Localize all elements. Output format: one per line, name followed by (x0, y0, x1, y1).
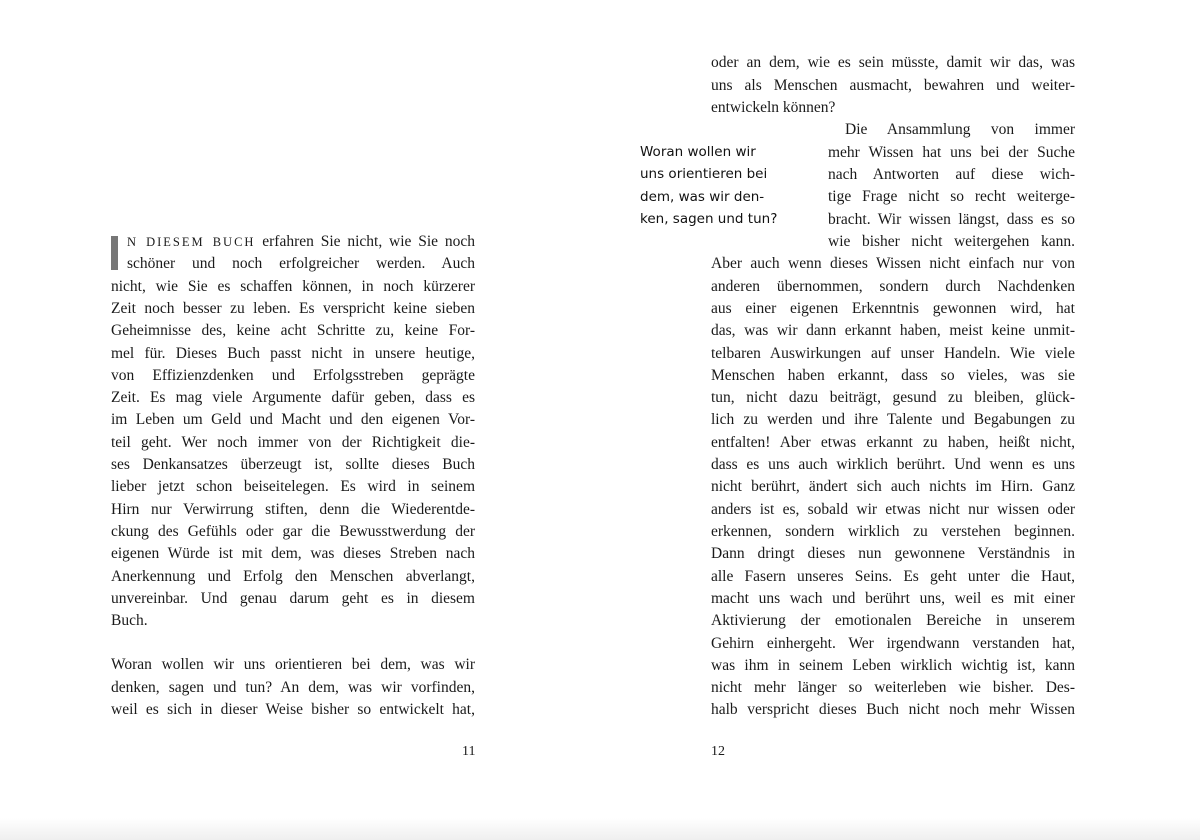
right-text-line: anders ist es, sobald wir etwas nicht nur wissen oder (711, 501, 1075, 518)
right-text-line: Menschen haben erkannt, dass so vieles, was sie (711, 367, 1075, 384)
left-text-line: denken, sagen und tun? An dem, was wir vorfinden, (111, 679, 475, 696)
right-text-line: entwickeln können? (711, 99, 836, 116)
right-text-line: oder an dem, wie es sein müsste, damit wir das, was (711, 54, 1075, 71)
right-text-line: halb verspricht dieses Buch nicht noch mehr Wissen (711, 701, 1075, 718)
margin-note-line: uns orientieren bei (640, 166, 768, 183)
right-narrow-line: bracht. Wir wissen längst, dass es so (828, 211, 1075, 228)
right-text-line: dass es uns auch wirklich berührt. Und wenn es uns (711, 456, 1075, 473)
left-text-line: nicht, wie Sie es schaffen können, in noch kürzerer (111, 278, 475, 295)
left-text-line: Woran wollen wir uns orientieren bei dem, was wir (111, 656, 475, 673)
right-text-line: telbaren Auswirkungen auf unser Handeln. Wie viele (711, 345, 1075, 362)
left-text-line: unvereinbar. Und genau darum geht es in diesem (111, 590, 475, 607)
right-text-line: uns als Menschen ausmacht, bewahren und weiter- (711, 77, 1075, 94)
right-narrow-line: wie bisher nicht weitergehen kann. (828, 233, 1075, 250)
left-text-line: Buch. (111, 612, 148, 629)
opening-line-rest: erfahren Sie nicht, wie Sie noch (262, 233, 475, 250)
right-text-line: Dann dringt dieses nun gewonnene Verständnis in (711, 545, 1075, 562)
right-text-line: erkennen, sondern wirklich zu verstehen beginnen. (711, 523, 1075, 540)
left-text-line: ckung des Gefühls oder gar die Bewusstwerdung der (111, 523, 475, 540)
right-text-line: anderen übernommen, sondern durch Nachdenken (711, 278, 1075, 295)
left-text-line: weil es sich in dieser Weise bisher so entwickelt hat, (111, 701, 475, 718)
left-text-line: Anerkennung und Erfolg den Menschen abverlangt, (111, 568, 475, 585)
right-text-line: lich zu werden und ihre Talente und Begabungen zu (711, 411, 1075, 428)
right-narrow-line: Die Ansammlung von immer (845, 121, 1075, 138)
margin-note-line: dem, was wir den- (640, 188, 765, 205)
left-text-line: Hirn nur Verwirrung stiften, denn die Wiederentde- (111, 501, 475, 518)
margin-note-line: Woran wollen wir (640, 144, 756, 160)
right-text-line: Gehirn einhergeht. Wer irgendwann verstanden hat, (711, 635, 1075, 652)
right-text-line: was ihm in seinem Leben wirklich wichtig ist, kann (711, 657, 1075, 674)
left-text-line: mel für. Dieses Buch passt nicht in unsere heutige, (111, 345, 475, 362)
margin-note (640, 141, 800, 230)
right-text-line: nicht mehr länger so weiterleben wie bisher. Des- (711, 679, 1075, 696)
left-text-line: im Leben um Geld und Macht und den eigenen Vor- (111, 411, 475, 428)
initial-bar (111, 236, 118, 270)
right-text-line: aus einer eigenen Erkenntnis gewonnen wird, hat (711, 300, 1075, 317)
right-text-line: alle Fasern unseres Seins. Es geht unter die Haut, (711, 568, 1075, 585)
left-text-line: Zeit noch besser zu leben. Es verspricht keine sieben (111, 300, 475, 317)
opening-line (127, 231, 475, 253)
bottom-shadow (0, 818, 1200, 840)
left-text-line: teil geht. Wer noch immer von der Richtigkeit die- (111, 434, 475, 451)
right-text-line: Aber auch wenn dieses Wissen nicht einfach nur von (711, 255, 1075, 272)
left-text-line: Geheimnisse des, keine acht Schritte zu, keine For- (111, 322, 475, 339)
right-text-line: das, was wir dann erkannt haben, meist keine unmit- (711, 322, 1075, 339)
left-text-line: von Effizienzdenken und Erfolgsstreben geprägte (111, 367, 475, 384)
margin-note-line: ken, sagen und tun? (640, 210, 778, 227)
right-text-line: entfalten! Aber etwas erkannt zu haben, heißt nicht, (711, 434, 1075, 451)
right-narrow-line: mehr Wissen hat uns bei der Suche (828, 144, 1075, 161)
right-text-line: Aktivierung der emotionalen Bereiche in unserem (711, 612, 1075, 629)
right-narrow-line: tige Frage nicht so recht weiterge- (828, 188, 1075, 205)
left-text-line: eigenen Würde ist mit dem, was dieses Streben nach (111, 545, 475, 562)
left-text-line: schöner und noch erfolgreicher werden. Auch (127, 255, 475, 272)
right-text-line: tun, nicht dazu beiträgt, gesund zu bleiben, glück- (711, 389, 1075, 406)
left-text-line: ses Denkansatzes überzeugt ist, sollte dieses Buch (111, 456, 475, 473)
right-narrow-line: nach Antworten auf diese wich- (828, 166, 1075, 183)
page-number-right: 12 (711, 744, 725, 759)
lead-in-smallcaps: N DIESEM BUCH (127, 235, 256, 249)
page-number-left: 11 (462, 744, 476, 759)
right-text-line: macht uns wach und berührt uns, weil es mit einer (711, 590, 1075, 607)
left-text-line: Zeit. Es mag viele Argumente dafür geben, dass es (111, 389, 475, 406)
left-text-line: lieber jetzt schon beiseitelegen. Es wird in seinem (111, 478, 475, 495)
right-text-line: nicht berührt, ändert sich auch nichts im Hirn. Ganz (711, 478, 1075, 495)
